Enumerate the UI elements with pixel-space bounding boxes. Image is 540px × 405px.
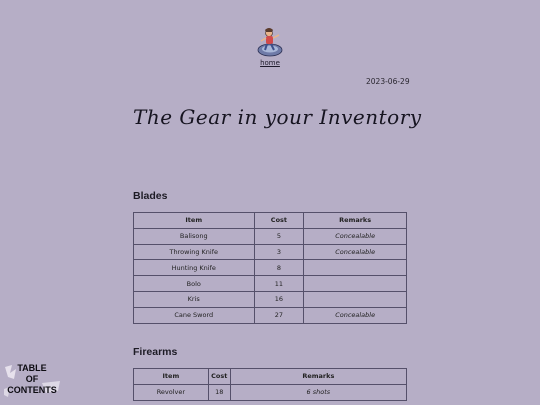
item-cell: Revolver <box>134 384 209 400</box>
item-cell: Bolo <box>134 276 255 292</box>
table-row <box>134 228 407 244</box>
cost-cell: 8 <box>254 260 304 276</box>
column-header-cost: Cost <box>208 369 230 385</box>
cost-cell: 18 <box>208 384 230 400</box>
remarks-cell <box>304 260 407 276</box>
cost-cell: 11 <box>254 276 304 292</box>
remarks-cell: Concealable <box>304 244 407 260</box>
cost-cell: 16 <box>254 291 304 307</box>
column-header-remarks: Remarks <box>304 213 407 229</box>
firearms-table <box>133 368 407 401</box>
column-header-cost: Cost <box>254 213 304 229</box>
toc-label-line: TABLE <box>17 363 47 373</box>
toc-label[interactable] <box>4 363 60 396</box>
remarks-cell: Concealable <box>304 228 407 244</box>
blades-table <box>133 212 407 324</box>
character-figure-icon <box>255 26 285 58</box>
toc-label-line: OF <box>25 374 39 384</box>
item-cell: Hunting Knife <box>134 260 255 276</box>
table-header-row <box>134 369 407 385</box>
section-heading-firearms: Firearms <box>133 346 178 358</box>
section-heading-blades: Blades <box>133 190 168 202</box>
home-link[interactable]: home <box>260 59 280 67</box>
table-row <box>134 244 407 260</box>
table-row <box>134 384 407 400</box>
item-cell: Balisong <box>134 228 255 244</box>
item-cell: Cane Sword <box>134 307 255 323</box>
item-cell: Kris <box>134 291 255 307</box>
table-row <box>134 291 407 307</box>
table-row <box>134 307 407 323</box>
post-date: 2023-06-29 <box>366 77 410 86</box>
remarks-cell <box>304 276 407 292</box>
remarks-cell <box>304 291 407 307</box>
table-of-contents-button[interactable] <box>2 363 62 403</box>
page-title: The Gear in your Inventory <box>133 105 422 129</box>
remarks-cell: Concealable <box>304 307 407 323</box>
column-header-item: Item <box>134 213 255 229</box>
table-row <box>134 260 407 276</box>
cost-cell: 3 <box>254 244 304 260</box>
column-header-remarks: Remarks <box>230 369 406 385</box>
cost-cell: 5 <box>254 228 304 244</box>
cost-cell: 27 <box>254 307 304 323</box>
remarks-cell: 6 shots <box>230 384 406 400</box>
table-row <box>134 276 407 292</box>
item-cell: Throwing Knife <box>134 244 255 260</box>
table-header-row <box>134 213 407 229</box>
column-header-item: Item <box>134 369 209 385</box>
toc-label-line: CONTENTS <box>7 385 57 395</box>
home-logo-link[interactable] <box>254 26 286 70</box>
